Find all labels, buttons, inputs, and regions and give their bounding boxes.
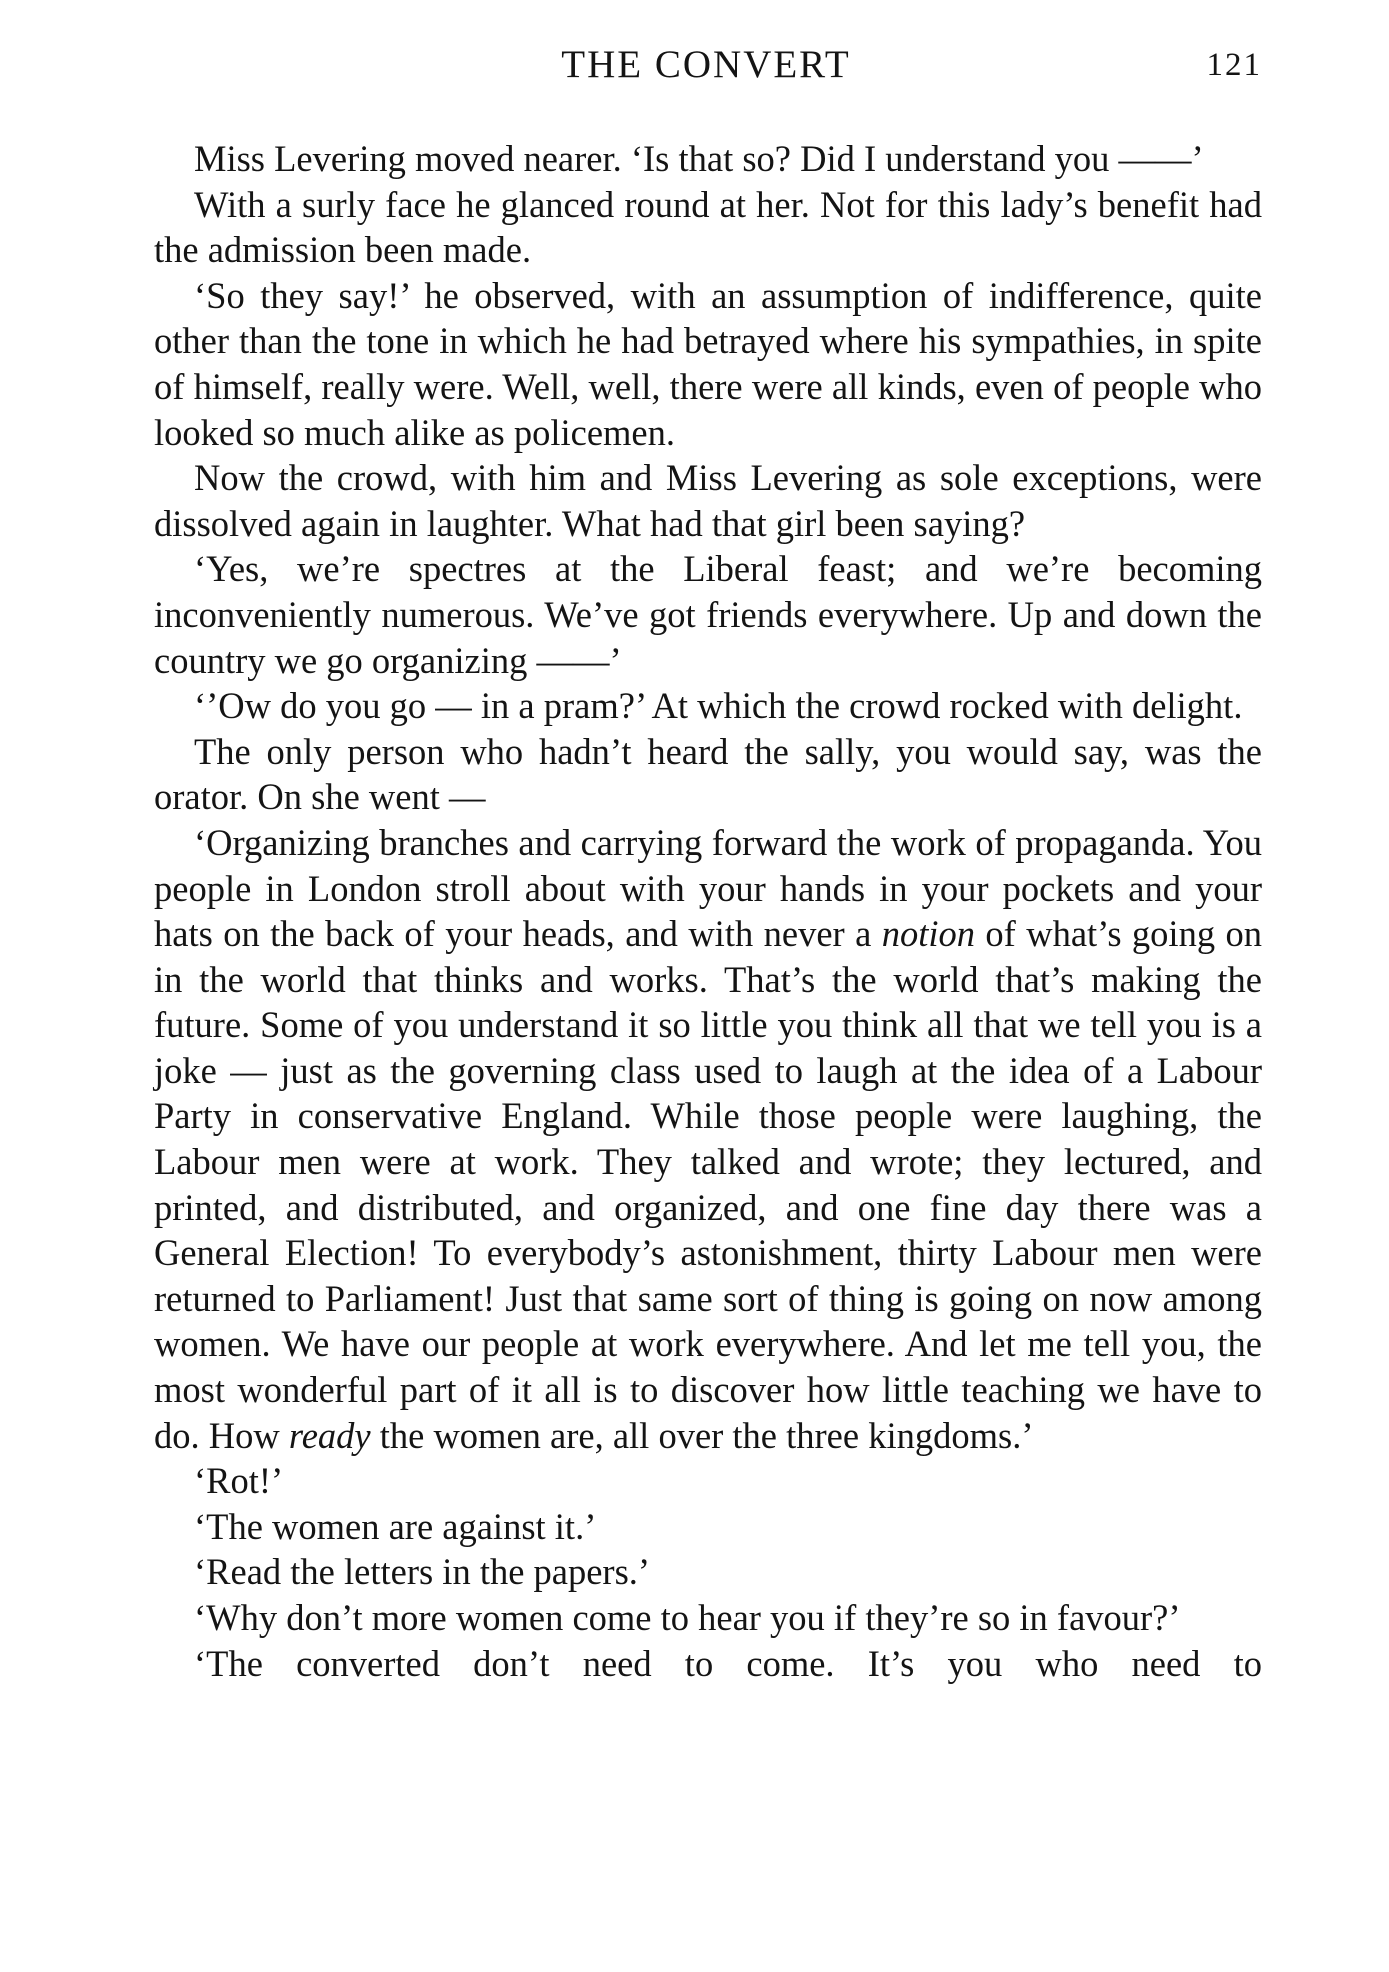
paragraph: ‘The women are against it.’ — [194, 1505, 597, 1547]
paragraph-text-segment: ‘Organizing branches and carrying forward the work of propaganda. You people in London stroll about with your hands in your pockets and your hats on the back of your heads, and with never a — [154, 821, 1262, 955]
paragraph: ‘Read the letters in the papers.’ — [194, 1551, 651, 1593]
paragraph: With a surly face he glanced round at her. Not for this lady’s benefit had the admission been made. — [154, 183, 1262, 271]
italic-emphasis: notion — [881, 913, 975, 955]
paragraph: Now the crowd, with him and Miss Levering as sole exceptions, were dissolved again in laughter. What had that girl been saying? — [154, 457, 1262, 544]
page-number: 121 — [1206, 47, 1262, 83]
running-title: THE CONVERT — [561, 43, 851, 86]
paragraph: ‘Why don’t more women come to hear you if they’re so in favour?’ — [194, 1597, 1181, 1638]
paragraph-text-segment: of what’s going on in the world that thinks and works. That’s the world that’s making the future. Some of you understand it so little you think all that we tell you is a joke — just as the governing class used to laugh at the idea of a Labour Party in conservative England. While those people were laughing, the Labour men were at work. They talked and wrote; they lectured, and printed, and distributed, and organized, and one fine day there was a General Election! To everybody’s astonishment, thirty Labour men were returned to Parliament! Just that same sort of thing is going on now among women. We have our people at work everywhere. And let me tell you, the most wonderful part of it all is to discover how little teaching we have to do. How — [154, 913, 1262, 1456]
paragraph: ‘The converted don’t need to come. It’s you who need to — [194, 1642, 1262, 1684]
paragraph: ‘So they say!’ he observed, with an assumption of indifference, quite other than the tone in which he had betrayed where his sympathies, in spite of himself, really were. Well, well, there were all kinds, even of people who looked so much alike as policemen. — [154, 274, 1262, 453]
paragraph-text-segment: the women are, all over the three kingdoms.’ — [370, 1414, 1034, 1456]
running-head — [150, 40, 1262, 90]
paragraph: ‘Rot!’ — [194, 1460, 284, 1502]
paragraph: The only person who hadn’t heard the sally, you would say, was the orator. On she went — — [154, 730, 1262, 818]
body-text — [154, 136, 1262, 1686]
paragraph: ‘’Ow do you go — in a pram?’ At which the crowd rocked with delight. — [194, 685, 1243, 727]
paragraph-orator-speech — [154, 820, 1262, 1458]
paragraph: Miss Levering moved nearer. ‘Is that so? Did I understand you ——’ — [194, 138, 1204, 179]
paragraph: ‘Yes, we’re spectres at the Liberal feast; and we’re becoming inconveniently numerous. We’ve got friends everywhere. Up and down the country we go organizing ——’ — [154, 548, 1262, 681]
italic-emphasis: ready — [288, 1414, 371, 1456]
